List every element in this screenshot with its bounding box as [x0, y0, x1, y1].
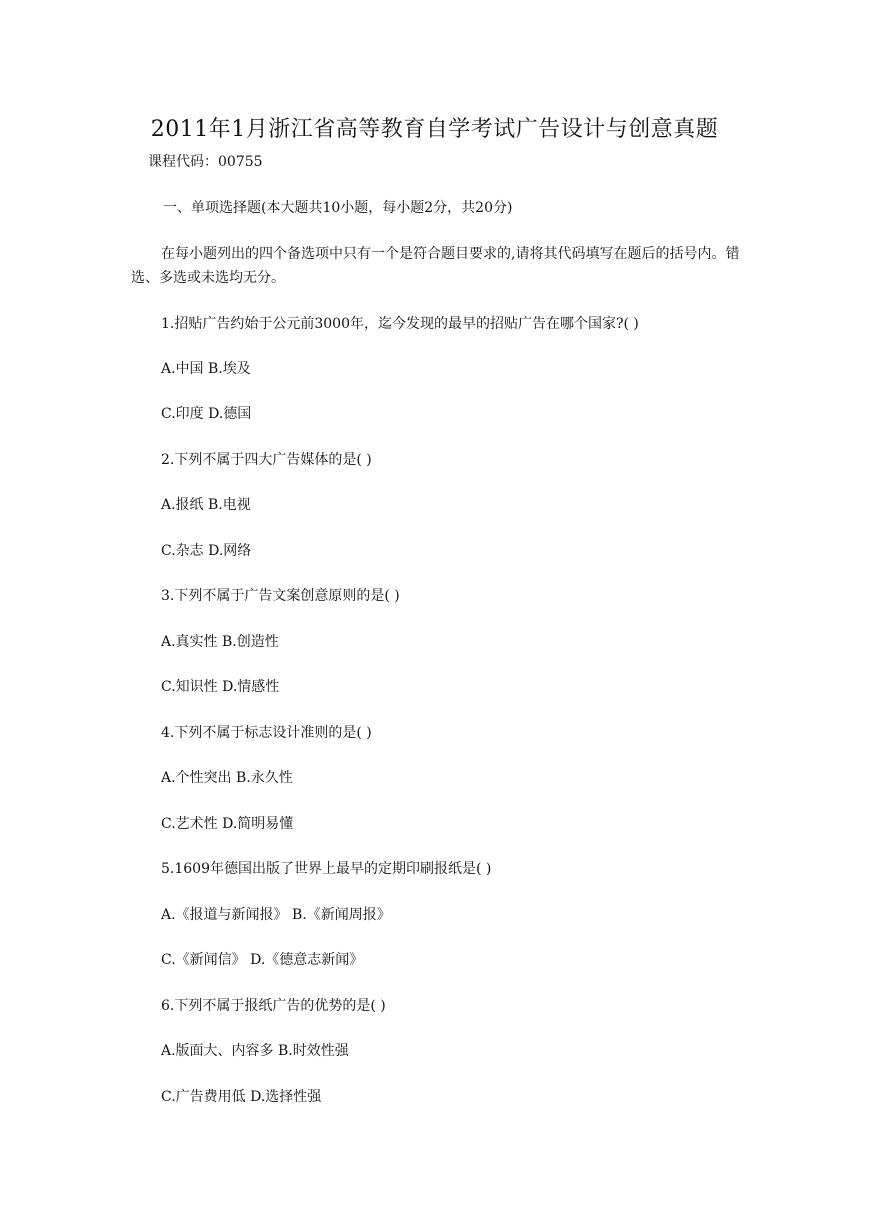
question-5-options-cd: C.《新闻信》 D.《德意志新闻》: [161, 952, 364, 968]
question-3-options-ab: A.真实性 B.创造性: [161, 634, 279, 650]
question-4-options-cd: C.艺术性 D.简明易懂: [161, 816, 294, 832]
question-2-options-cd: C.杂志 D.网络: [161, 543, 252, 559]
question-5: 5.1609年德国出版了世界上最早的定期印刷报纸是( ): [161, 861, 492, 877]
question-6: 6.下列不属于报纸广告的优势的是( ): [161, 998, 386, 1014]
section-heading: 一、单项选择题(本大题共10小题，每小题2分，共20分): [163, 200, 513, 216]
instruction-paragraph: 在每小题列出的四个备选项中只有一个是符合题目要求的,请将其代码填写在题后的括号内。错选、多选或未选均无分。: [131, 246, 740, 286]
question-4: 4.下列不属于标志设计准则的是( ): [161, 725, 372, 741]
question-6-options-ab: A.版面大、内容多 B.时效性强: [161, 1043, 349, 1059]
question-6-options-cd: C.广告费用低 D.选择性强: [161, 1089, 322, 1105]
question-1-options-cd: C.印度 D.德国: [161, 406, 252, 422]
question-3: 3.下列不属于广告文案创意原则的是( ): [161, 588, 400, 604]
question-4-options-ab: A.个性突出 B.永久性: [161, 770, 293, 786]
question-2: 2.下列不属于四大广告媒体的是( ): [161, 452, 372, 468]
question-5-options-ab: A.《报道与新闻报》 B.《新闻周报》: [161, 907, 391, 923]
question-3-options-cd: C.知识性 D.情感性: [161, 679, 280, 695]
question-2-options-ab: A.报纸 B.电视: [161, 497, 251, 513]
course-code: 课程代码：00755: [148, 154, 263, 170]
question-1-options-ab: A.中国 B.埃及: [161, 361, 251, 377]
question-1: 1.招贴广告约始于公元前3000年，迄今发现的最早的招贴广告在哪个国家?( ): [161, 316, 639, 332]
document-title: 2011年1月浙江省高等教育自学考试广告设计与创意真题: [150, 117, 719, 142]
